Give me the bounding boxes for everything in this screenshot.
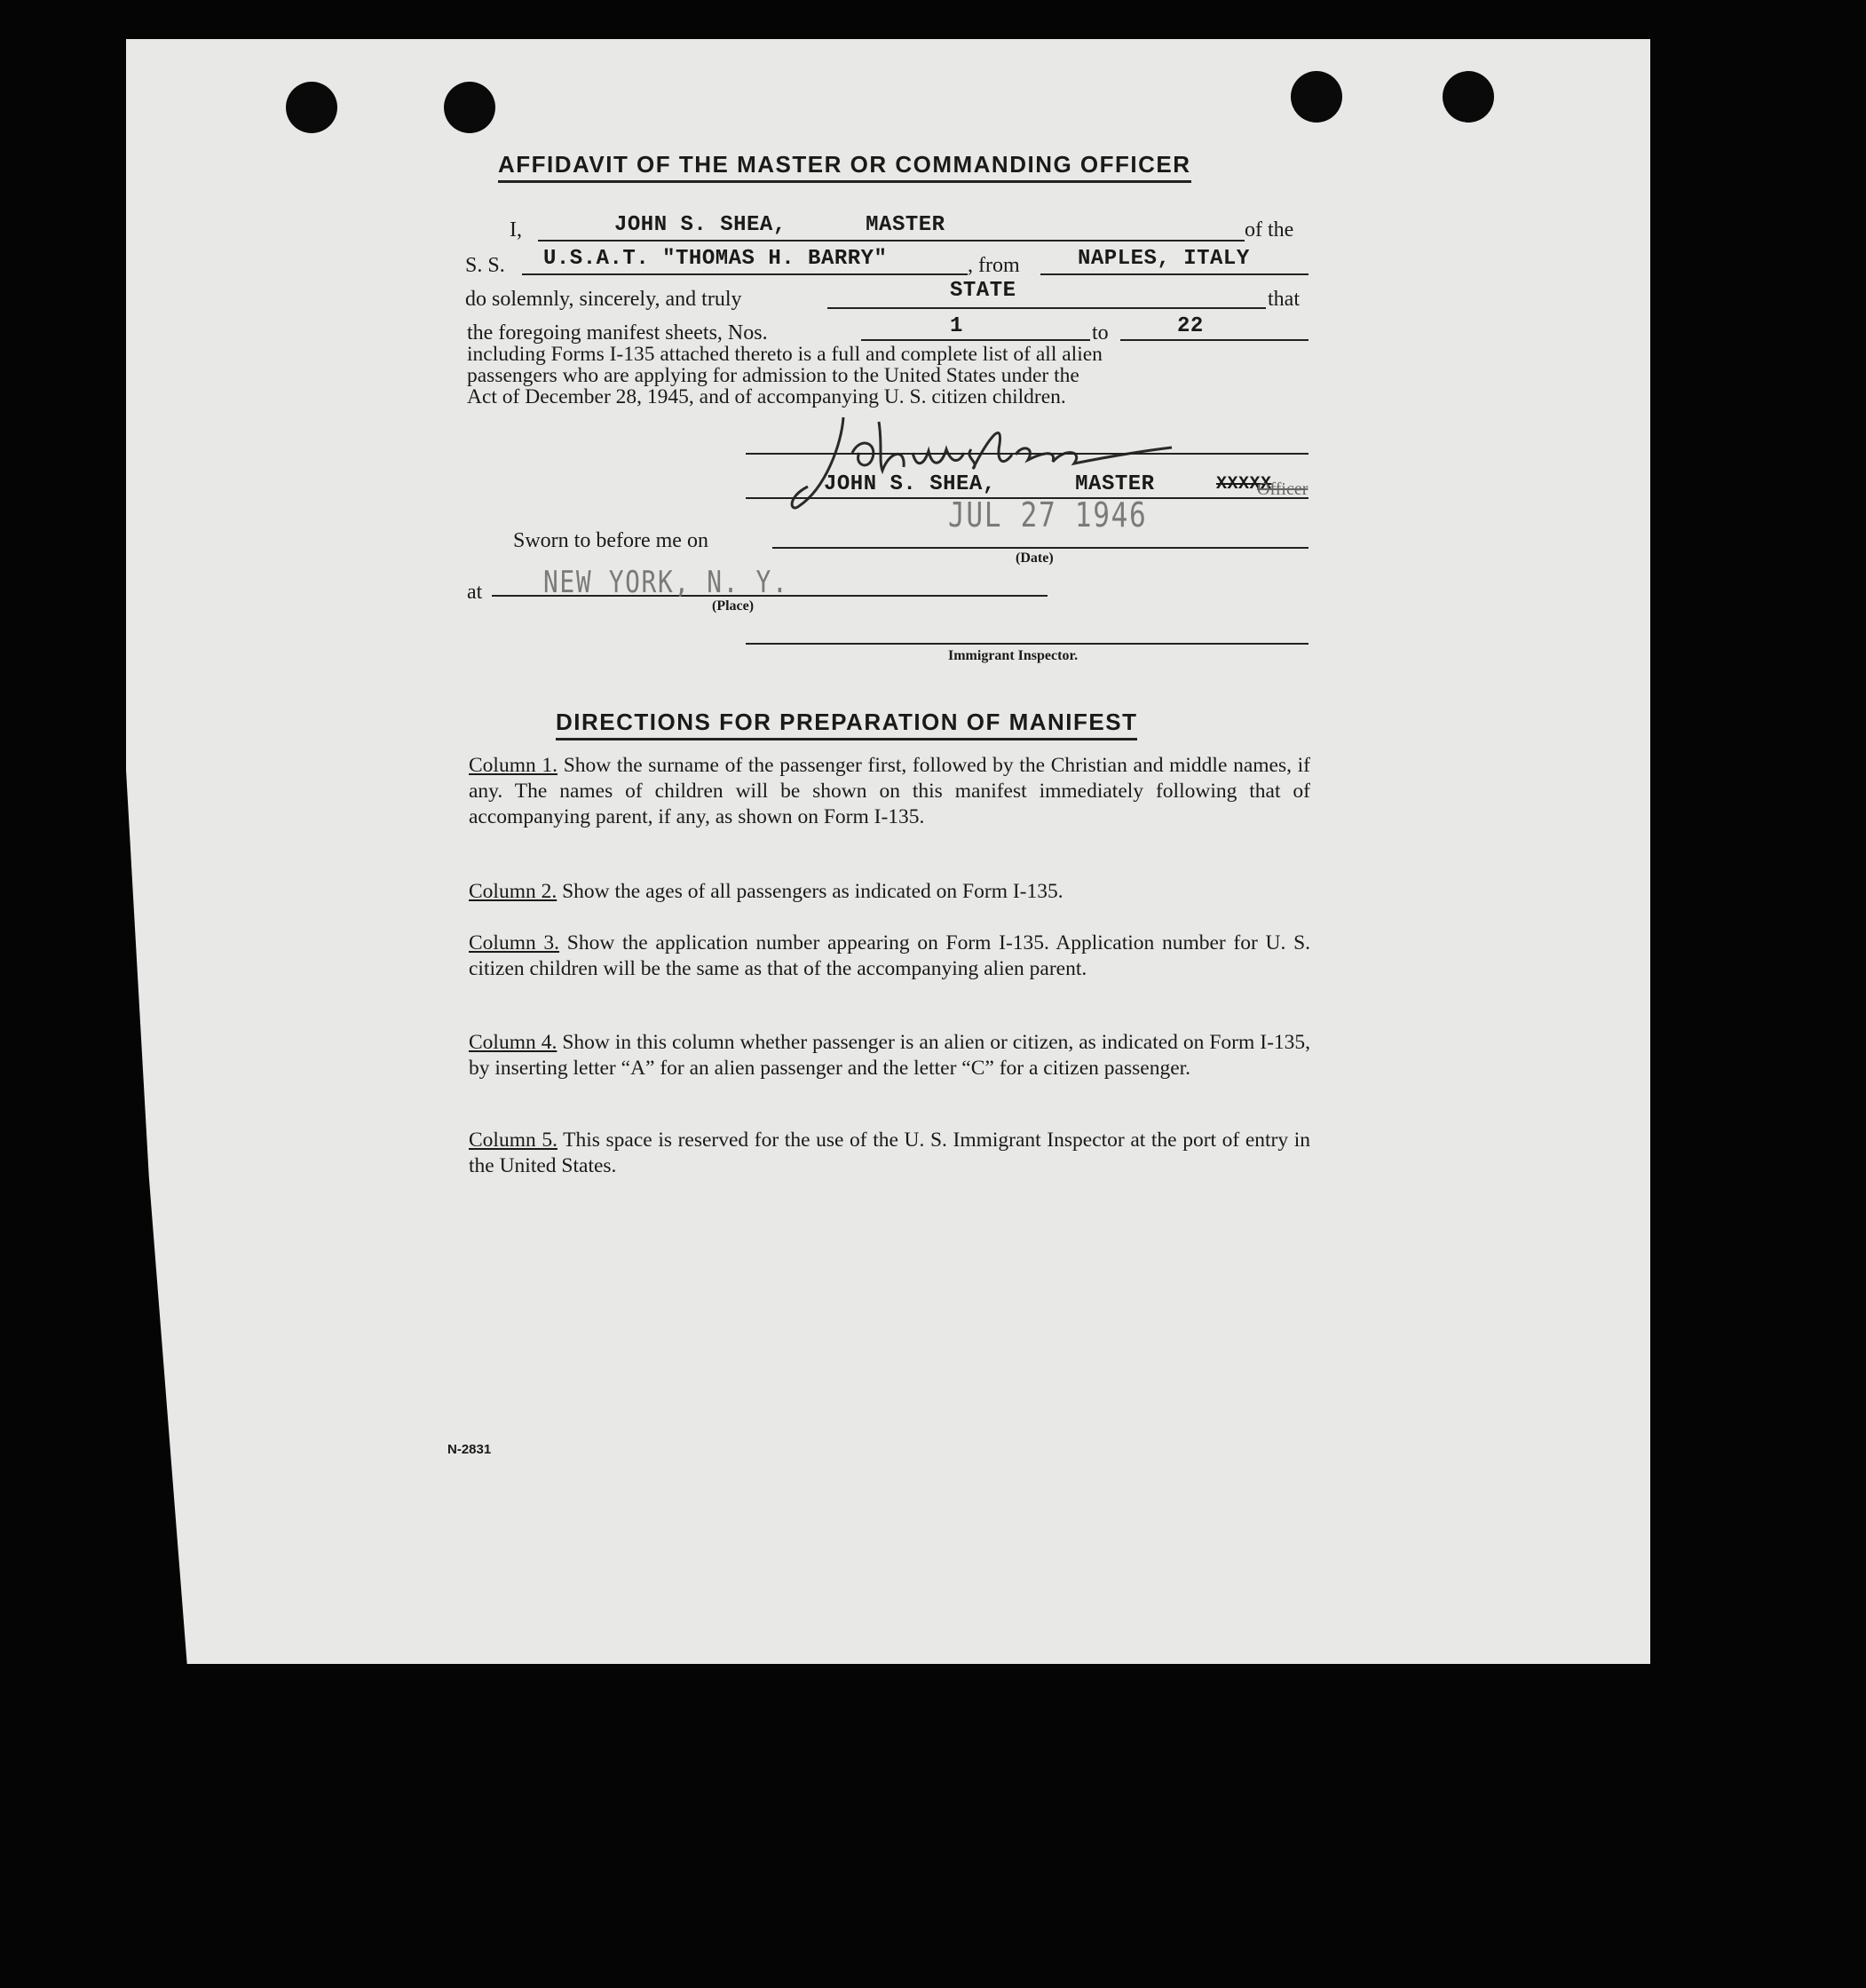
sworn-label: Sworn to before me on [513,529,708,552]
direction-column-5 [469,1128,1310,1179]
sheet-from-line [861,339,1090,341]
affidavit-title: AFFIDAVIT OF THE MASTER OR COMMANDING OFFICER [498,151,1191,183]
punch-hole-1 [286,82,337,133]
direction-column-4-text: Show in this column whether passenger is an alien or citizen, as indicated on Form I-135, by inserting letter “A” for an alien passenger and the letter “C” for a citizen passenger. [469,1031,1311,1080]
do-solemnly-label: do solemnly, sincerely, and truly [465,288,742,311]
sheets-label: the foregoing manifest sheets, Nos. [467,321,768,345]
affidavit-body-line-2: passengers who are applying for admission to the United States under the [467,364,1079,387]
i-label: I, [510,218,522,242]
direction-column-1-text: Show the surname of the passenger first, followed by the Christian and middle names, if any. The names of children will be shown on this manifest immediately following that of accompanying parent, if any, as shown on Form I-135. [469,754,1310,828]
directions-title: DIRECTIONS FOR PREPARATION OF MANIFEST [556,709,1137,741]
ship-name-field: U.S.A.T. "THOMAS H. BARRY" [543,247,888,271]
signature-name-field: JOHN S. SHEA, MASTER [824,472,1155,496]
direction-column-3-text: Show the application number appearing on Form I-135. Application number for U. S. citizen children will be the same as that of the accompanying alien parent. [469,931,1311,980]
signature-line [746,453,1309,455]
officer-strikeout: XXXXX [1216,474,1272,495]
state-line [827,307,1266,309]
affidavit-body-line-1: including Forms I-135 attached thereto is a full and complete list of all alien [467,343,1103,366]
direction-column-3-label: Column 3. [469,931,560,954]
punch-hole-4 [1443,71,1494,123]
place-stamp: NEW YORK, N. Y. [543,565,789,600]
direction-column-4-label: Column 4. [469,1031,557,1054]
inspector-line [746,643,1309,645]
sheet-to-field: 22 [1177,314,1204,338]
direction-column-1-label: Column 1. [469,754,558,777]
document-sheet [126,39,1650,1664]
ss-label: S. S. [465,254,505,277]
inspector-caption: Immigrant Inspector. [948,648,1079,663]
direction-column-5-label: Column 5. [469,1129,557,1152]
date-stamp: JUL 27 1946 [948,495,1148,535]
of-the-label: of the [1245,218,1294,242]
affidavit-body-line-3: Act of December 28, 1945, and of accompanying U. S. citizen children. [467,385,1066,408]
direction-column-5-text: This space is reserved for the use of the U. S. Immigrant Inspector at the port of entry in the United States. [469,1129,1311,1177]
direction-column-2-label: Column 2. [469,880,557,903]
from-label: , from [968,254,1020,277]
to-label: to [1092,321,1109,345]
master-name-line [538,240,1245,242]
state-field: STATE [950,279,1016,303]
date-caption: (Date) [1016,550,1054,566]
that-label: that [1268,288,1300,311]
at-label: at [467,581,483,604]
direction-column-3 [469,931,1310,982]
direction-column-2-text: Show the ages of all passengers as indicated on Form I-135. [562,880,1063,903]
punch-hole-3 [1291,71,1342,123]
direction-column-1 [469,753,1310,830]
direction-column-2 [469,879,1310,905]
sheet-to-line [1120,339,1309,341]
direction-column-4 [469,1030,1310,1081]
sheet-from-field: 1 [950,314,963,338]
place-caption: (Place) [712,598,755,614]
from-port-field: NAPLES, ITALY [1078,247,1250,271]
master-name-field: JOHN S. SHEA, MASTER [614,213,945,237]
from-port-line [1040,273,1309,275]
ship-name-line [522,273,968,275]
punch-hole-2 [444,82,495,133]
officer-label: Officer [1257,479,1309,499]
date-line [772,547,1309,549]
form-number: N-2831 [447,1442,492,1457]
